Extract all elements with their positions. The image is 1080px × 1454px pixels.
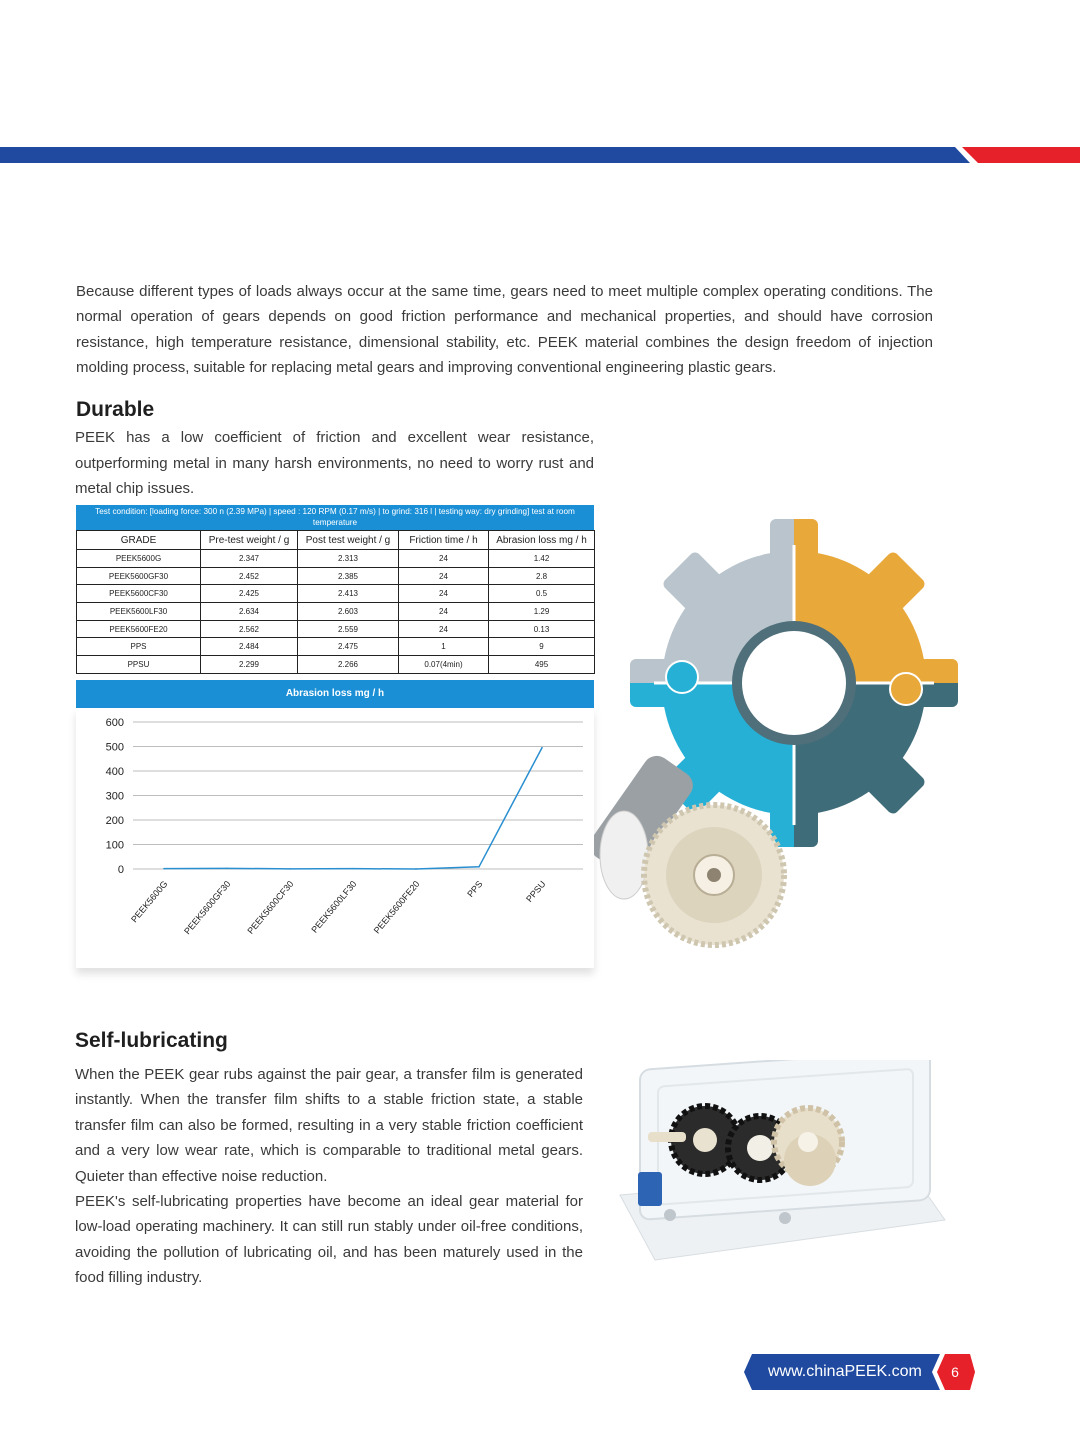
abrasion-line-chart (76, 708, 594, 968)
cell: 2.8 (489, 567, 595, 585)
col-header: GRADE (77, 531, 201, 550)
data-point (352, 868, 354, 870)
cell: 2.559 (298, 620, 399, 638)
cell: 24 (399, 603, 489, 621)
table-row (77, 550, 595, 568)
cell: 2.562 (201, 620, 298, 638)
x-tick-label: PEEK5600FE20 (371, 878, 422, 936)
data-point (415, 868, 417, 870)
cell: 2.299 (201, 656, 298, 674)
table-row (77, 638, 595, 656)
abrasion-chart (76, 708, 594, 968)
cell: PPSU (77, 656, 201, 674)
cell: 2.347 (201, 550, 298, 568)
cell: 495 (489, 656, 595, 674)
cell: 0.13 (489, 620, 595, 638)
y-tick-label: 500 (105, 741, 124, 754)
cell: 24 (399, 620, 489, 638)
col-header: Friction time / h (399, 531, 489, 550)
chart-title: Abrasion loss mg / h (76, 680, 594, 708)
self-lubricating-text (75, 1062, 583, 1291)
self-lubricating-heading: Self-lubricating (75, 1029, 228, 1052)
cell: 2.484 (201, 638, 298, 656)
cell: 1.29 (489, 603, 595, 621)
cell: 24 (399, 585, 489, 603)
y-tick-label: 600 (105, 716, 124, 729)
cell: 0.5 (489, 585, 595, 603)
cell: 9 (489, 638, 595, 656)
self-lubricating-paragraph: When the PEEK gear rubs against the pair gear, a transfer film is generated instantly. When the transfer film shifts to a stable friction state, a stable transfer film can also be formed, resulting in a very stable friction coefficient and a very low wear rate, which is comparable to traditional metal gears. Quieter than effective noise reduction. (75, 1066, 583, 1185)
x-tick-label: PPSU (524, 878, 548, 904)
puzzle-gear-illustration (594, 505, 974, 960)
x-tick-label: PEEK5600CF30 (245, 878, 296, 936)
table-row (77, 567, 595, 585)
cell: 1.42 (489, 550, 595, 568)
abrasion-table (76, 530, 595, 674)
y-tick-label: 100 (105, 839, 124, 852)
page-number: 6 (951, 1364, 959, 1380)
cell: 2.475 (298, 638, 399, 656)
cell: PEEK5600G (77, 550, 201, 568)
intro-paragraph: Because different types of loads always occur at the same time, gears need to meet multiple complex operating conditions. The normal operation of gears depends on good friction performance and mechanical properties, and should have corrosion resistance, high temperature resistance, dimensional stability, etc. PEEK material combines the design freedom of injection molding process, suitable for replacing metal gears and improving conventional engineering plastic gears. (76, 283, 933, 376)
col-header: Pre-test weight / g (201, 531, 298, 550)
cell: 0.07(4min) (399, 656, 489, 674)
cell: 1 (399, 638, 489, 656)
cell: PEEK5600GF30 (77, 567, 201, 585)
cell: PEEK5600LF30 (77, 603, 201, 621)
durable-paragraph: PEEK has a low coefficient of friction and excellent wear resistance, outperforming metal in many harsh environments, no need to worry rust and metal chip issues. (75, 429, 594, 497)
x-tick-label: PEEK5600LF30 (309, 878, 359, 935)
col-header: Abrasion loss mg / h (489, 531, 595, 550)
cell: 24 (399, 550, 489, 568)
table-row (77, 585, 595, 603)
data-point (289, 868, 291, 870)
self-lubricating-paragraph: PEEK's self-lubricating properties have become an ideal gear material for low-load operating machinery. It can still run stably under oil-free conditions, avoiding the pollution of lubricating oil, and has been maturely used in the food filling industry. (75, 1193, 583, 1287)
table-header-row (77, 531, 595, 550)
cell: 24 (399, 567, 489, 585)
table-row (77, 620, 595, 638)
x-tick-label: PEEK5600GF30 (182, 878, 233, 937)
y-tick-label: 0 (117, 863, 124, 876)
footer-website-link[interactable]: www.chinaPEEK.com (768, 1363, 922, 1380)
cell: PEEK5600FE20 (77, 620, 201, 638)
abrasion-test-block (76, 505, 594, 968)
x-tick-label: PEEK5600G (129, 878, 170, 925)
cell: 2.634 (201, 603, 298, 621)
y-tick-label: 400 (105, 765, 124, 778)
cell: 2.603 (298, 603, 399, 621)
cell: 2.425 (201, 585, 298, 603)
table-row (77, 656, 595, 674)
gearbox-illustration (610, 1060, 950, 1280)
cell: 2.266 (298, 656, 399, 674)
table-row (77, 603, 595, 621)
data-point (541, 747, 543, 749)
cell: PPS (77, 638, 201, 656)
col-header: Post test weight / g (298, 531, 399, 550)
header-band (0, 147, 1080, 163)
cell: 2.413 (298, 585, 399, 603)
data-point (478, 866, 480, 868)
x-tick-label: PPS (465, 878, 485, 899)
y-tick-label: 300 (105, 790, 124, 803)
cell: PEEK5600CF30 (77, 585, 201, 603)
cell: 2.385 (298, 567, 399, 585)
test-condition-banner: Test condition: [loading force: 300 n (2.39 MPa) | speed : 120 RPM (0.17 m/s) | to grind: 316 l | testing way: dry grinding] test at room temperature (76, 505, 594, 530)
series-line (164, 748, 542, 869)
data-point (226, 867, 228, 869)
cell: 2.452 (201, 567, 298, 585)
y-tick-label: 200 (105, 814, 124, 827)
data-point (163, 868, 165, 870)
cell: 2.313 (298, 550, 399, 568)
durable-heading: Durable (76, 398, 155, 421)
